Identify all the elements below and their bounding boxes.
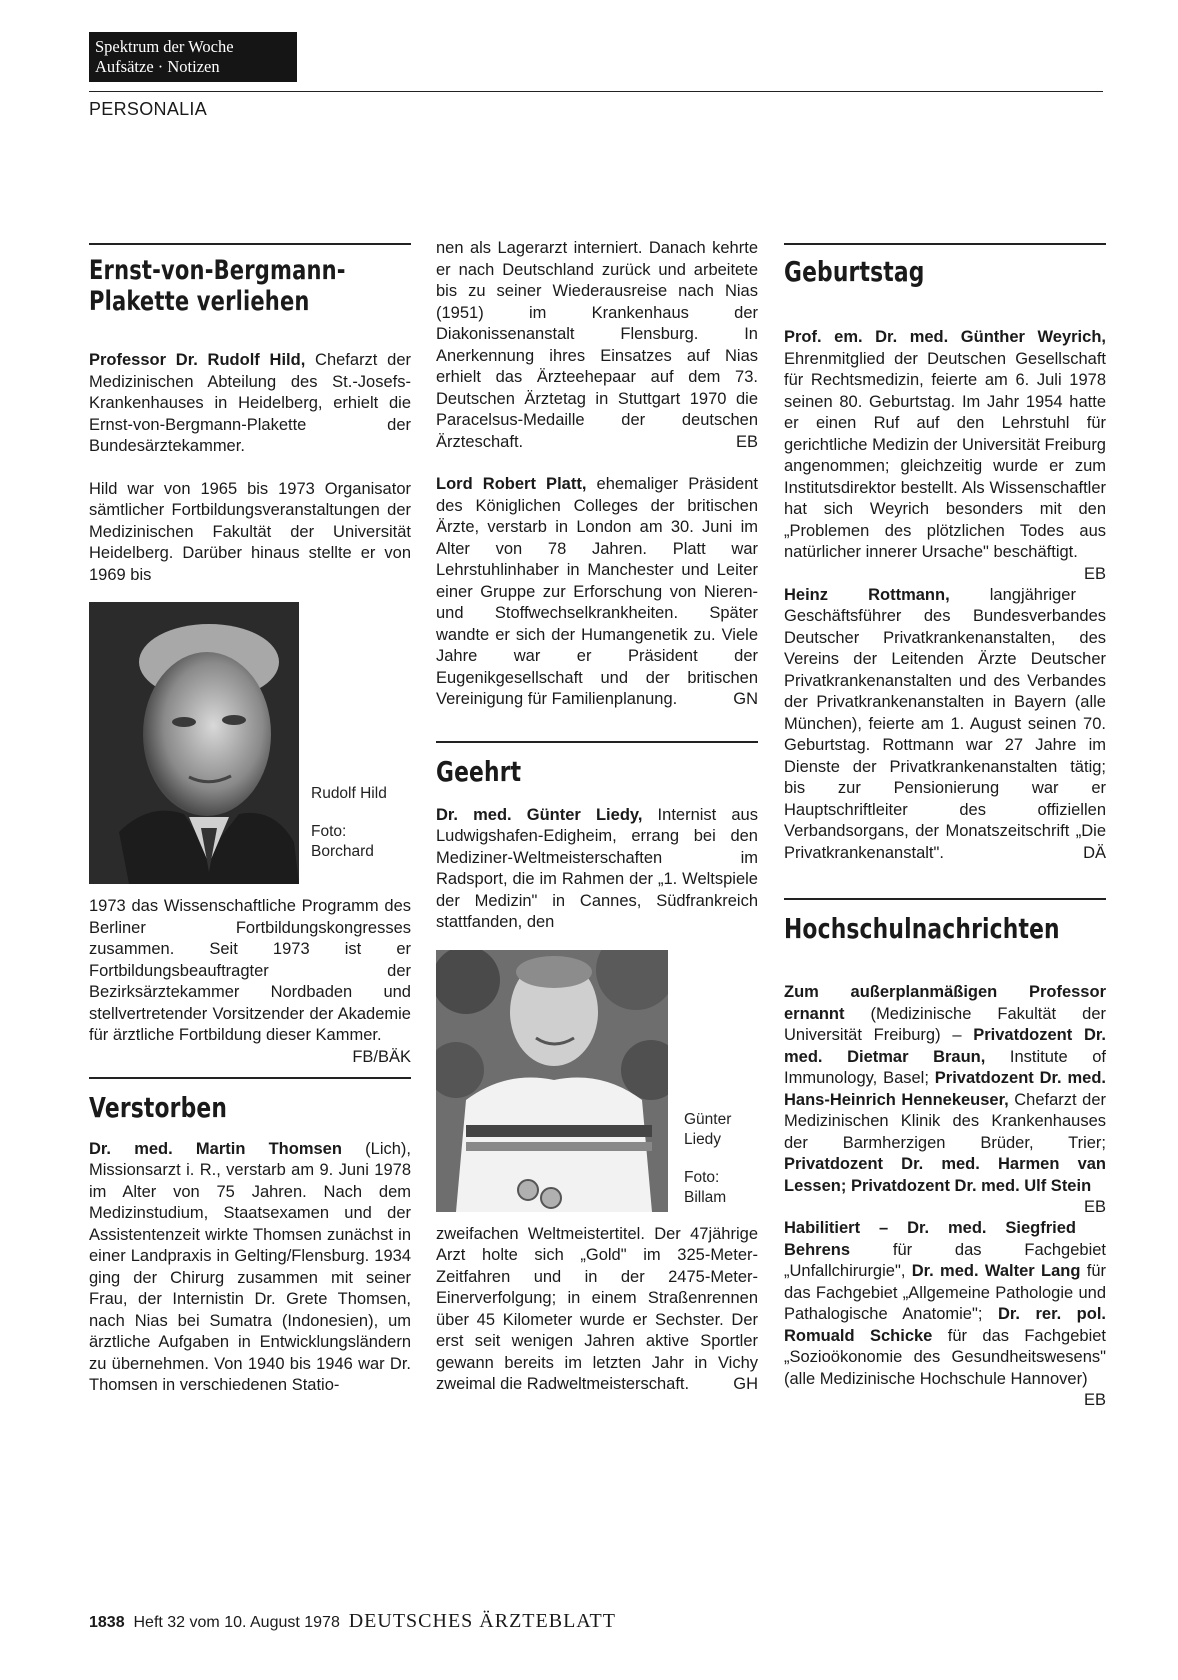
heading-line: Ernst-von-Bergmann-: [89, 255, 346, 286]
heading-bergmann: [89, 255, 346, 317]
paragraph-text: (Medizinische Fakultät der Universität Freiburg) –: [784, 1004, 1106, 1044]
masthead-line2: Aufsätze · Notizen: [95, 57, 220, 76]
column-2: [436, 238, 758, 1578]
paragraph-hild-career: [89, 479, 411, 587]
heading-verstorben: Verstorben: [89, 1090, 228, 1124]
author-initials: DÄ: [1083, 843, 1106, 862]
person-name: Privatdozent Dr. med. Harmen van Lessen; Privatdozent Dr. med. Ulf Stein: [784, 1155, 1106, 1195]
author-initials: GH: [733, 1375, 758, 1393]
caption-name: Günter: [684, 1110, 732, 1128]
person-name: Heinz Rottmann,: [784, 585, 950, 604]
section-rule: [89, 243, 411, 245]
author-initials: EB: [1083, 1391, 1106, 1409]
author-initials: GN: [733, 690, 758, 708]
section-masthead: [89, 32, 297, 82]
paragraph-text: langjähriger Geschäftsführer des Bundesverbandes Deutscher Privatkrankenanstalten, des Vereins der Leitenden Ärzte Deutscher Privatkrankenanstalten und des Verbandes der Privatkrankenanstalten in Bayern (alle München), feierte am 1. August seinen 70. Geburtstag. Rottmann war 27 Jahre im Dienste der Privatkrankenanstalten tätig; bis zur Pensionierung war er Hauptschriftleiter des offiziellen Verbandsorgans, der Monatszeitschrift „Die Privatkrankenanstalt".: [784, 585, 1106, 862]
paragraph-text: 1973 das Wissenschaftliche Programm des Berliner Fortbildungskongresses zusammen. Seit 1973 ist er Fortbildungsbeauftragter der Bezirksärztekammer Nordbaden und stellvertretender Vorsitzender der Akademie für ärztliche Fortbildung dieser Kammer.: [89, 897, 411, 1044]
heading-hochschulnachrichten: Hochschulnachrichten: [784, 912, 1060, 945]
column-3: [784, 243, 1106, 1583]
heading-geburtstag: Geburtstag: [784, 255, 925, 288]
person-name: Dr. med. Martin Thomsen: [89, 1139, 342, 1158]
paragraph-text: ehemaliger Präsident des Königlichen Colleges der britischen Ärzte, verstarb in London am 30. Juni im Alter von 78 Jahren. Platt war Lehrstuhlinhaber in Manchester und Leiter einer Gruppe zur Erforschung von Nieren- und Stoffwechselkrankheiten. Später wandte er sich der Humangenetik zu. Viele Jahre war er Präsident der Eugenikgesellschaft und der britischen Vereinigung für Familienplanung.: [436, 475, 758, 708]
paragraph-text: nen als Lagerarzt interniert. Danach kehrte er nach Deutschland zurück und arbeitete bis zu seiner Wiederausreise nach Nias (1951) im Krankenhaus der Diakonissenanstalt Flensburg. In Anerkennung ihres Einsatzes auf Nias erhielt das Ärzteehepaar auf dem 73. Deutschen Ärztetag in Stuttgart 1970 die Paracelsus-Medaille der deutschen Ärzteschaft.: [436, 239, 758, 451]
author-initials: FB/BÄK: [352, 1047, 411, 1066]
caption-credit-label: Foto:: [684, 1168, 720, 1186]
paragraph-liedy-cont: [436, 1224, 758, 1396]
paragraph-text: (Lich), Missionsarzt i. R., verstarb am 9. Juni 1978 im Alter von 75 Jahren. Nach dem Medizinstudium, Staatsexamen und der Assistentenzeit wirkte Thomsen zunächst in einer Landpraxis in Gelting/Flensburg. 1934 ging der Chirurg zusammen mit seiner Frau, der Internistin Dr. Grete Thomsen, nach Nias bei Sumatra (Indonesien), um ärztliche Aufgaben in Entwicklungsländern zu übernehmen. Von 1940 bis 1946 war Dr. Thomsen in verschiedenen Statio-: [89, 1139, 411, 1394]
paragraph-text: für das Fachgebiet „Unfallchirurgie",: [784, 1240, 1106, 1280]
section-rule: [784, 243, 1106, 245]
person-name: Prof. em. Dr. med. Günther Weyrich,: [784, 328, 1106, 346]
paragraph-professor: [784, 982, 1106, 1216]
photo-guenter-liedy: [436, 950, 668, 1212]
paragraph-weyrich: [784, 327, 1106, 583]
masthead-line1: Spektrum der Woche: [95, 37, 234, 56]
author-initials: EB: [735, 432, 758, 451]
person-name: Lord Robert Platt,: [436, 475, 587, 493]
bold-phrase: Zum außerplanmäßigen Professor ernannt: [784, 983, 1106, 1023]
heading-line: Plakette verliehen: [89, 286, 310, 317]
section-rule: [784, 898, 1106, 900]
person-name: Dr. med. Walter Lang: [911, 1262, 1081, 1280]
person-name: Professor Dr. Rudolf Hild,: [89, 351, 306, 369]
heading-geehrt: Geehrt: [436, 754, 522, 788]
caption-liedy: [684, 1110, 731, 1208]
paragraph-liedy: [436, 805, 758, 934]
column-1: [89, 243, 411, 1583]
caption-credit-label: Foto:: [311, 823, 347, 840]
caption-hild: [311, 784, 387, 862]
figure-liedy: [436, 950, 758, 1212]
paragraph-rottmann: [784, 585, 1106, 865]
caption-credit: Billam: [684, 1188, 727, 1206]
paragraph-thomsen-cont: [436, 238, 758, 453]
paragraph-hild-1973: [89, 896, 411, 1066]
paragraph-platt: [436, 474, 758, 711]
paragraph-text: Hild war von 1965 bis 1973 Organisator sämtlicher Fortbildungsveranstaltungen der Medizinischen Fakultät der Universität Heidelberg. Darüber hinaus stellte er von 1969 bis: [89, 479, 411, 584]
author-initials: EB: [1083, 1198, 1106, 1216]
journal-name: DEUTSCHES ÄRZTEBLATT: [348, 1610, 616, 1632]
bold-phrase: Habilitiert – Dr. med. Siegfried Behrens: [784, 1219, 1076, 1259]
top-rule: [89, 91, 1103, 92]
section-rule: [89, 1077, 411, 1079]
person-name: Privatdozent Dr. med. Dietmar Braun,: [784, 1026, 1106, 1066]
person-name: Privatdozent Dr. med. Hans-Heinrich Hennekeuser,: [784, 1069, 1106, 1109]
paragraph-hild-intro: [89, 350, 411, 458]
rubric-label: PERSONALIA: [89, 99, 208, 119]
paragraph-thomsen: [89, 1139, 411, 1397]
page-number: 1838: [89, 1614, 125, 1631]
photo-rudolf-hild: [89, 602, 299, 884]
caption-name: Liedy: [684, 1130, 722, 1148]
section-rule: [436, 741, 758, 743]
paragraph-text: für das Fachgebiet „Allgemeine Pathologie und Pathalogische Anatomie";: [784, 1262, 1106, 1323]
paragraph-text: Chefarzt der Medizinischen Abteilung des St.-Josefs-Krankenhauses in Heidelberg, erhielt die Ernst-von-Bergmann-Plakette der Bundesärztekammer.: [89, 351, 411, 455]
page-footer: [89, 1610, 1103, 1633]
figure-hild: [89, 602, 411, 884]
person-name: Dr. med. Günter Liedy,: [436, 805, 643, 824]
paragraph-text: für das Fachgebiet „Sozioökonomie des Gesundheitswesens" (alle Medizinische Hochschule Hannover): [784, 1326, 1106, 1388]
paragraph-text: Chefarzt der Medizinischen Klinik des Krankenhauses der Barmherzigen Brüder, Trier;: [784, 1090, 1106, 1152]
paragraph-text: Ehrenmitglied der Deutschen Gesellschaft für Rechtsmedizin, feierte am 6. Juli 1978 seinen 80. Geburtstag. Im Jahr 1954 hatte er einen Ruf auf den Lehrstuhl für gerichtliche Medizin der Universität Freiburg angenommen; gleichzeitig wurde er zum Institutsdirektor bestellt. Als Wissenschaftler hat sich Weyrich besonders mit den „Problemen des plötzlichen Todes aus natürlicher innerer Ursache" beschäftigt.: [784, 349, 1106, 561]
paragraph-text: zweifachen Weltmeistertitel. Der 47jährige Arzt holte sich „Gold" im 325-Meter-Zeitfahren und in der 2475-Meter-Einerverfolgung; in einem Straßenrennen über 45 Kilometer wurde er Sechster. Der erst seit wenigen Jahren aktive Sportler gewann bereits im letzten Jahr in Vichy zweimal die Radweltmeisterschaft.: [436, 1224, 758, 1393]
paragraph-text: Internist aus Ludwigshafen-Edigheim, errang bei den Mediziner-Weltmeisterschaften im Radsport, die im Rahmen der „1. Weltspiele der Medizin" in Cannes, Südfrankreich stattfanden, den: [436, 805, 758, 931]
author-initials: EB: [1083, 564, 1106, 583]
issue-info: Heft 32 vom 10. August 1978: [133, 1614, 340, 1631]
paragraph-habilitiert: [784, 1218, 1106, 1409]
caption-credit: Borchard: [311, 843, 374, 860]
caption-name: Rudolf Hild: [311, 785, 387, 802]
person-name: Dr. rer. pol. Romuald Schicke: [784, 1305, 1106, 1345]
paragraph-text: Institute of Immunology, Basel;: [784, 1047, 1106, 1087]
